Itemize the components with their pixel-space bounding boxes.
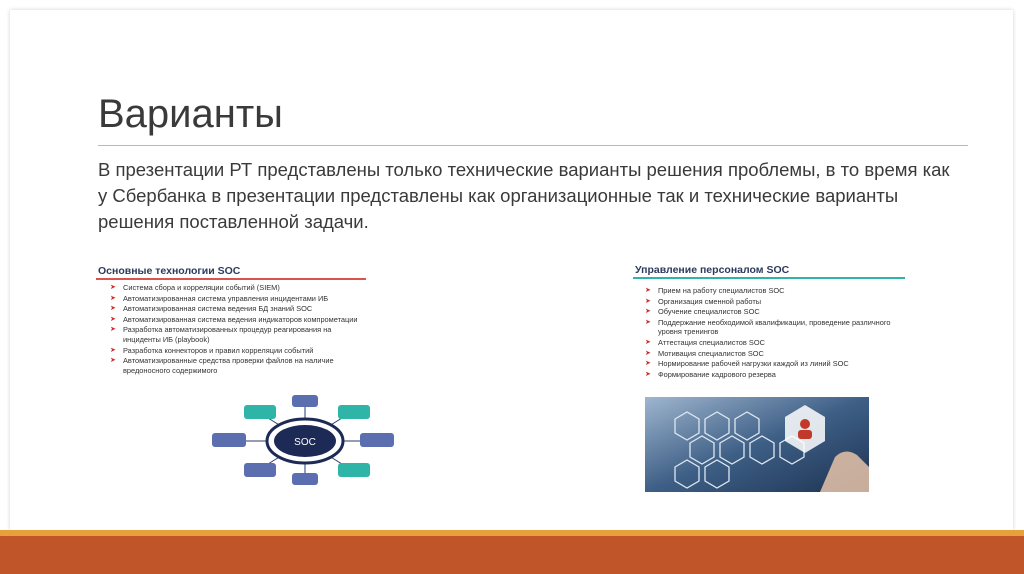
arrow-bullet-icon: ➤	[645, 360, 651, 368]
arrow-bullet-icon: ➤	[645, 370, 651, 378]
left-panel-rule	[96, 278, 366, 280]
list-item-text: Система сбора и корреляции событий (SIEM)	[123, 283, 280, 292]
arrow-bullet-icon: ➤	[110, 357, 116, 365]
list-item-text: Обучение специалистов SOC	[658, 307, 760, 317]
list-item	[645, 338, 915, 348]
arrow-bullet-icon: ➤	[645, 318, 651, 326]
list-item	[645, 349, 915, 359]
list-item	[110, 294, 365, 304]
list-item	[110, 283, 365, 293]
list-item	[110, 356, 365, 375]
list-item	[645, 297, 915, 307]
list-item	[110, 325, 365, 344]
list-item	[645, 318, 915, 337]
list-item	[110, 346, 365, 356]
arrow-bullet-icon: ➤	[110, 346, 116, 354]
slide-title: Варианты	[98, 92, 283, 136]
arrow-bullet-icon: ➤	[110, 294, 116, 302]
footer-bar	[0, 536, 1024, 574]
arrow-bullet-icon: ➤	[110, 284, 116, 291]
arrow-bullet-icon: ➤	[110, 305, 116, 313]
arrow-bullet-icon: ➤	[645, 287, 651, 294]
list-item-text: Аттестация специалистов SOC	[658, 337, 765, 347]
arrow-bullet-icon: ➤	[645, 349, 651, 357]
list-item	[645, 359, 915, 369]
list-item-text: Прием на работу специалистов SOC	[658, 286, 785, 295]
list-item-text: Автоматизированная система управления инцидентами ИБ	[123, 293, 329, 303]
list-item-text: Автоматизированная система ведения индикаторов компрометации	[123, 314, 358, 324]
right-panel-list	[645, 286, 915, 380]
list-item-text: Поддержание необходимой квалификации, проведение различного уровня тренингов	[658, 317, 891, 337]
title-divider	[98, 145, 968, 146]
soc-diagram	[200, 393, 410, 489]
list-item	[645, 286, 915, 296]
person-icon	[800, 419, 810, 429]
left-panel-list	[110, 283, 365, 376]
list-item-text: Автоматизированные средства проверки файлов на наличие вредоносного содержимого	[123, 356, 334, 375]
list-item-text: Нормирование рабочей нагрузки каждой из линий SOC	[658, 359, 849, 369]
arrow-bullet-icon: ➤	[645, 297, 651, 305]
arrow-bullet-icon: ➤	[110, 315, 116, 323]
list-item	[645, 307, 915, 317]
list-item-text: Мотивация специалистов SOC	[658, 348, 764, 358]
right-panel-rule	[633, 277, 905, 279]
arrow-bullet-icon: ➤	[645, 338, 651, 346]
soc-center-label: SOC	[294, 437, 316, 448]
list-item	[110, 304, 365, 314]
slide-body-text: В презентации РТ представлены только технические варианты решения проблемы, в то время как у Сбербанка в презентации представлены как организационные так и технические варианты решения поставленной задачи.	[98, 159, 950, 232]
left-panel-title: Основные технологии SOC	[98, 265, 241, 277]
list-item-text: Разработка автоматизированных процедур реагирования на инциденты ИБ (playbook)	[123, 325, 332, 344]
arrow-bullet-icon: ➤	[110, 326, 116, 334]
list-item-text: Организация сменной работы	[658, 296, 762, 306]
list-item-text: Формирование кадрового резерва	[658, 369, 776, 379]
list-item	[110, 315, 365, 325]
list-item-text: Разработка коннекторов и правил корреляции событий	[123, 345, 314, 355]
personnel-management-image	[645, 397, 869, 492]
arrow-bullet-icon: ➤	[645, 308, 651, 316]
list-item	[645, 370, 915, 380]
list-item-text: Автоматизированная система ведения БД знаний SOC	[123, 304, 313, 314]
right-panel-title: Управление персоналом SOC	[635, 264, 790, 276]
